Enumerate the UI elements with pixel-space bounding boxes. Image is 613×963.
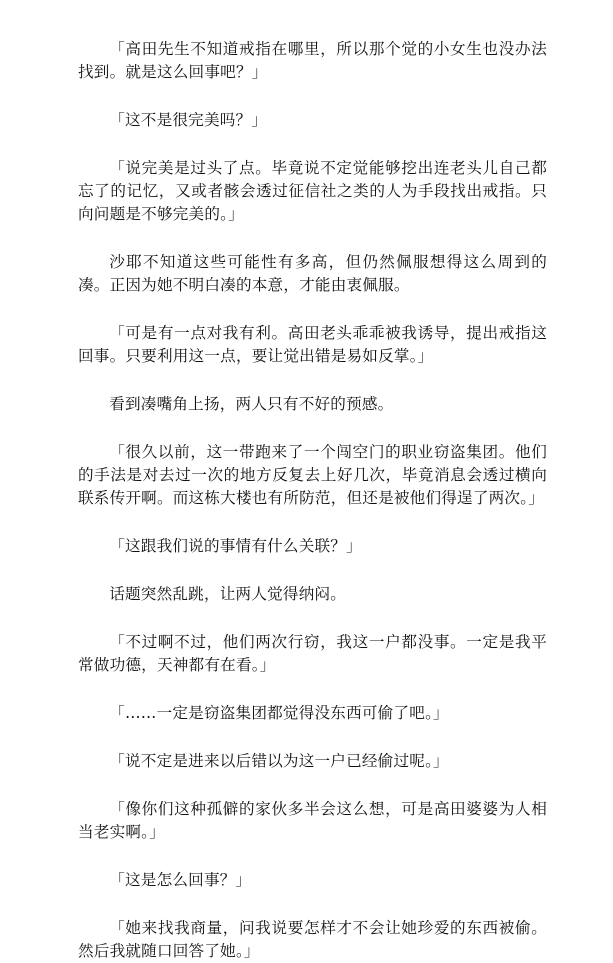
paragraph-13: 「像你们这种孤僻的家伙多半会这么想，可是高田婆婆为人相当老实啊。」	[78, 800, 547, 841]
paragraph-5: 「可是有一点对我有利。高田老头乖乖被我诱导，提出戒指这回事。只要利用这一点，要让觉出错是易如反掌。」	[78, 324, 547, 365]
paragraph-7: 「很久以前，这一带跑来了一个闯空门的职业窃盗集团。他们的手法是对去过一次的地方反复去上好几次，毕竟消息会透过横向联系传开啊。而这栋大楼也有所防范，但还是被他们得逞了两次。」	[78, 443, 547, 507]
paragraph-10: 「不过啊不过，他们两次行窃，我这一户都没事。一定是我平常做功德，天神都有在看。」	[78, 633, 547, 674]
paragraph-15: 「她来找我商量，问我说要怎样才不会让她珍爱的东西被偷。然后我就随口回答了她。」	[78, 919, 547, 960]
paragraph-12: 「说不定是进来以后错以为这一户已经偷过呢。」	[109, 752, 449, 770]
paragraph-2: 「这不是很完美吗？」	[109, 111, 268, 129]
paragraph-1: 「高田先生不知道戒指在哪里，所以那个觉的小女生也没办法找到。就是这么回事吧？」	[78, 40, 547, 81]
paragraph-3: 「说完美是过头了点。毕竟说不定觉能够挖出连老头儿自己都忘了的记忆，又或者骸会透过征信社之类的人为手段找出戒指。只向问题是不够完美的。」	[78, 159, 547, 223]
paragraph-8: 「这跟我们说的事情有什么关联？」	[109, 537, 362, 555]
paragraph-14: 「这是怎么回事？」	[109, 871, 252, 889]
paragraph-9: 话题突然乱跳，让两人觉得纳闷。	[109, 585, 347, 603]
paragraph-4: 沙耶不知道这些可能性有多高，但仍然佩服想得这么周到的凑。正因为她不明白凑的本意，才能由衷佩服。	[78, 253, 547, 294]
paragraph-11: 「……一定是窃盗集团都觉得没东西可偷了吧。」	[109, 704, 449, 722]
paragraph-6: 看到凑嘴角上扬，两人只有不好的预感。	[109, 395, 394, 413]
